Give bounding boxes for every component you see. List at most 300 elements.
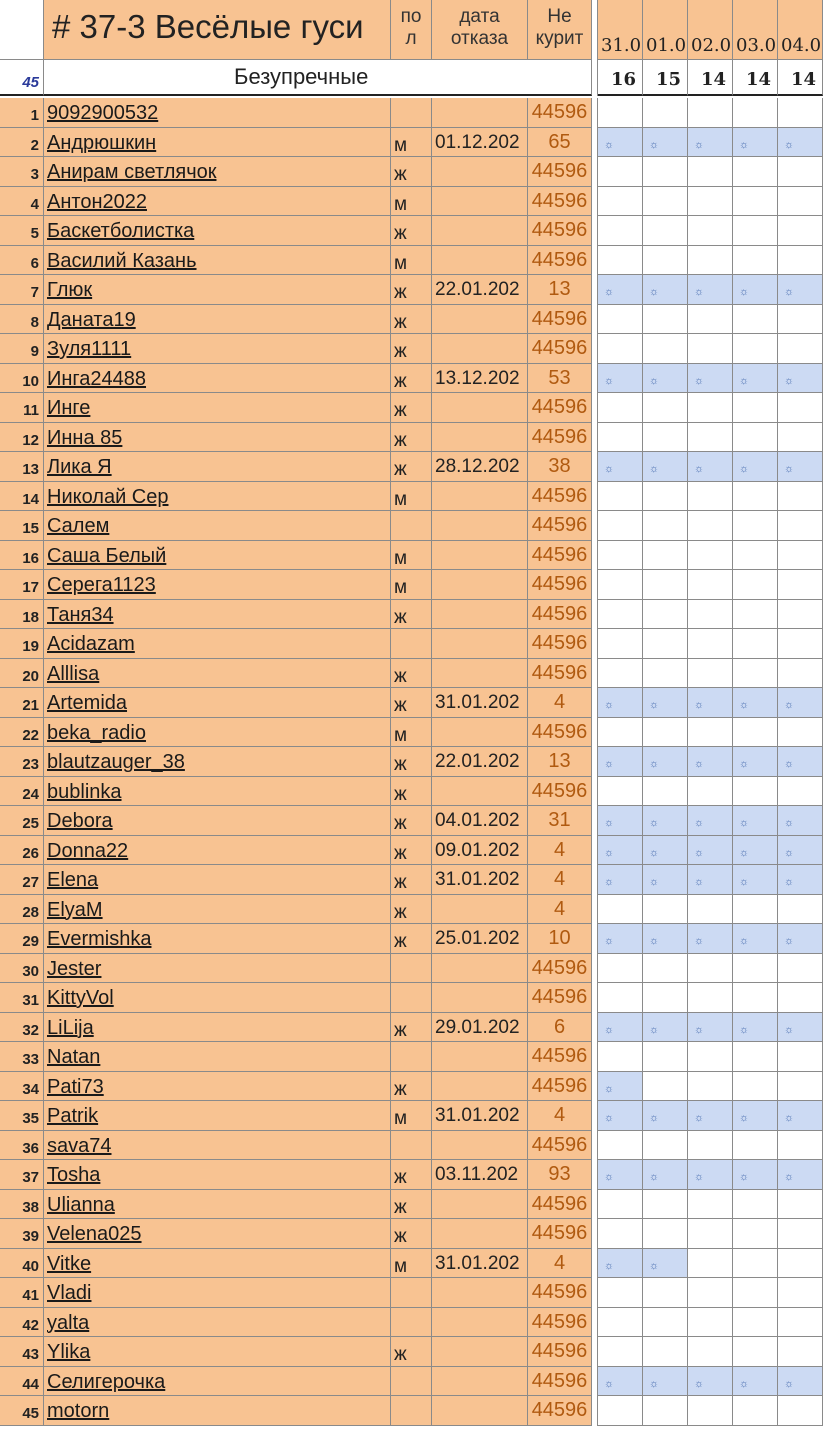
participant-name[interactable]: yalta bbox=[44, 1308, 391, 1338]
refusal-date-cell[interactable]: 13.12.202 bbox=[432, 364, 528, 394]
row-number[interactable]: 4 bbox=[0, 187, 44, 217]
day-cell-marked[interactable]: ☼ bbox=[688, 865, 733, 895]
table-row[interactable] bbox=[0, 688, 823, 718]
not-smoking-days-cell[interactable]: 44596 bbox=[528, 216, 592, 246]
day-count[interactable]: 16 bbox=[598, 60, 643, 96]
day-cell[interactable] bbox=[778, 1278, 823, 1308]
sex-cell[interactable]: ж bbox=[391, 1013, 432, 1043]
day-cell[interactable] bbox=[598, 1396, 643, 1426]
day-cell-marked[interactable]: ☼ bbox=[598, 275, 643, 305]
date-header[interactable]: 03.0 bbox=[733, 0, 778, 60]
participant-name[interactable]: Селигерочка bbox=[44, 1367, 391, 1397]
table-row[interactable] bbox=[0, 777, 823, 807]
day-cell-marked[interactable]: ☼ bbox=[733, 1013, 778, 1043]
participant-name[interactable]: Антон2022 bbox=[44, 187, 391, 217]
sex-cell[interactable] bbox=[391, 1396, 432, 1426]
not-smoking-days-cell[interactable]: 4 bbox=[528, 1249, 592, 1279]
day-cell-marked[interactable]: ☼ bbox=[778, 747, 823, 777]
day-cell[interactable] bbox=[688, 511, 733, 541]
day-cell[interactable] bbox=[733, 1219, 778, 1249]
day-cell-marked[interactable]: ☼ bbox=[598, 128, 643, 158]
day-cell-marked[interactable]: ☼ bbox=[733, 806, 778, 836]
day-cell-marked[interactable]: ☼ bbox=[778, 1013, 823, 1043]
refusal-date-cell[interactable]: 31.01.202 bbox=[432, 1249, 528, 1279]
day-cell-marked[interactable]: ☼ bbox=[643, 865, 688, 895]
participant-name[interactable]: Donna22 bbox=[44, 836, 391, 866]
day-cell[interactable] bbox=[733, 334, 778, 364]
not-smoking-days-cell[interactable]: 44596 bbox=[528, 570, 592, 600]
table-row[interactable] bbox=[0, 747, 823, 777]
participant-name[interactable]: Artemida bbox=[44, 688, 391, 718]
sex-cell[interactable]: м bbox=[391, 570, 432, 600]
day-cell-marked[interactable]: ☼ bbox=[598, 865, 643, 895]
refusal-date-cell[interactable] bbox=[432, 570, 528, 600]
day-cell[interactable] bbox=[598, 157, 643, 187]
row-number[interactable]: 40 bbox=[0, 1249, 44, 1279]
participant-name[interactable]: Баскетболистка bbox=[44, 216, 391, 246]
day-cell-marked[interactable]: ☼ bbox=[598, 1013, 643, 1043]
day-cell[interactable] bbox=[778, 246, 823, 276]
header-not-smoking[interactable] bbox=[528, 0, 592, 60]
sex-cell[interactable]: ж bbox=[391, 305, 432, 335]
sex-cell[interactable]: ж bbox=[391, 1337, 432, 1367]
day-cell-marked[interactable]: ☼ bbox=[598, 747, 643, 777]
row-number[interactable]: 8 bbox=[0, 305, 44, 335]
table-row[interactable] bbox=[0, 98, 823, 128]
day-cell-marked[interactable]: ☼ bbox=[733, 865, 778, 895]
day-cell-marked[interactable]: ☼ bbox=[778, 688, 823, 718]
participant-name[interactable]: Velena025 bbox=[44, 1219, 391, 1249]
not-smoking-days-cell[interactable]: 44596 bbox=[528, 629, 592, 659]
day-cell[interactable] bbox=[778, 216, 823, 246]
row-number[interactable]: 6 bbox=[0, 246, 44, 276]
day-cell[interactable] bbox=[778, 659, 823, 689]
sex-cell[interactable] bbox=[391, 1308, 432, 1338]
row-number[interactable]: 10 bbox=[0, 364, 44, 394]
sex-cell[interactable]: ж bbox=[391, 865, 432, 895]
sex-cell[interactable]: ж bbox=[391, 1219, 432, 1249]
row-number[interactable]: 35 bbox=[0, 1101, 44, 1131]
header-sex[interactable] bbox=[391, 0, 432, 60]
row-number[interactable]: 38 bbox=[0, 1190, 44, 1220]
refusal-date-cell[interactable] bbox=[432, 1337, 528, 1367]
day-cell[interactable] bbox=[778, 1308, 823, 1338]
not-smoking-days-cell[interactable]: 4 bbox=[528, 688, 592, 718]
day-cell[interactable] bbox=[598, 1219, 643, 1249]
day-cell[interactable] bbox=[643, 216, 688, 246]
day-cell[interactable] bbox=[598, 600, 643, 630]
row-number[interactable]: 39 bbox=[0, 1219, 44, 1249]
day-cell[interactable] bbox=[733, 98, 778, 128]
row-number[interactable]: 7 bbox=[0, 275, 44, 305]
total-count[interactable]: 45 bbox=[0, 60, 44, 96]
day-cell[interactable] bbox=[778, 334, 823, 364]
row-number[interactable]: 43 bbox=[0, 1337, 44, 1367]
day-cell[interactable] bbox=[778, 305, 823, 335]
table-row[interactable] bbox=[0, 216, 823, 246]
table-row[interactable] bbox=[0, 541, 823, 571]
sex-cell[interactable]: ж bbox=[391, 600, 432, 630]
day-cell[interactable] bbox=[778, 1131, 823, 1161]
day-cell-marked[interactable]: ☼ bbox=[733, 924, 778, 954]
not-smoking-days-cell[interactable]: 44596 bbox=[528, 246, 592, 276]
not-smoking-days-cell[interactable]: 44596 bbox=[528, 1308, 592, 1338]
refusal-date-cell[interactable]: 01.12.202 bbox=[432, 128, 528, 158]
day-cell-marked[interactable]: ☼ bbox=[688, 1101, 733, 1131]
day-cell[interactable] bbox=[688, 393, 733, 423]
not-smoking-days-cell[interactable]: 44596 bbox=[528, 1190, 592, 1220]
day-cell[interactable] bbox=[688, 246, 733, 276]
not-smoking-days-cell[interactable]: 44596 bbox=[528, 777, 592, 807]
sex-cell[interactable] bbox=[391, 1042, 432, 1072]
refusal-date-cell[interactable]: 22.01.202 bbox=[432, 275, 528, 305]
sex-cell[interactable] bbox=[391, 983, 432, 1013]
sex-cell[interactable]: ж bbox=[391, 747, 432, 777]
day-cell[interactable] bbox=[733, 423, 778, 453]
day-cell-marked[interactable]: ☼ bbox=[688, 1013, 733, 1043]
day-cell[interactable] bbox=[598, 98, 643, 128]
participant-name[interactable]: beka_radio bbox=[44, 718, 391, 748]
not-smoking-days-cell[interactable]: 4 bbox=[528, 1101, 592, 1131]
day-cell[interactable] bbox=[733, 393, 778, 423]
not-smoking-days-cell[interactable]: 65 bbox=[528, 128, 592, 158]
sex-cell[interactable]: м bbox=[391, 541, 432, 571]
not-smoking-days-cell[interactable]: 44596 bbox=[528, 541, 592, 571]
not-smoking-days-cell[interactable]: 44596 bbox=[528, 718, 592, 748]
participant-name[interactable]: LiLija bbox=[44, 1013, 391, 1043]
participant-name[interactable]: ElyaM bbox=[44, 895, 391, 925]
refusal-date-cell[interactable] bbox=[432, 1367, 528, 1397]
not-smoking-days-cell[interactable]: 44596 bbox=[528, 600, 592, 630]
refusal-date-cell[interactable] bbox=[432, 246, 528, 276]
day-cell[interactable] bbox=[688, 482, 733, 512]
table-row[interactable] bbox=[0, 1160, 823, 1190]
table-row[interactable] bbox=[0, 1219, 823, 1249]
row-number[interactable]: 31 bbox=[0, 983, 44, 1013]
refusal-date-cell[interactable] bbox=[432, 1131, 528, 1161]
row-number[interactable]: 19 bbox=[0, 629, 44, 659]
not-smoking-days-cell[interactable]: 44596 bbox=[528, 511, 592, 541]
table-row[interactable] bbox=[0, 1337, 823, 1367]
day-cell-marked[interactable]: ☼ bbox=[733, 452, 778, 482]
day-cell[interactable] bbox=[688, 1337, 733, 1367]
sex-cell[interactable]: ж bbox=[391, 364, 432, 394]
not-smoking-days-cell[interactable]: 44596 bbox=[528, 334, 592, 364]
sex-cell[interactable]: ж bbox=[391, 1072, 432, 1102]
day-count[interactable]: 15 bbox=[643, 60, 688, 96]
row-number[interactable]: 21 bbox=[0, 688, 44, 718]
day-cell[interactable] bbox=[778, 541, 823, 571]
day-cell-marked[interactable]: ☼ bbox=[643, 924, 688, 954]
refusal-date-cell[interactable]: 04.01.202 bbox=[432, 806, 528, 836]
refusal-date-cell[interactable] bbox=[432, 216, 528, 246]
day-cell[interactable] bbox=[688, 983, 733, 1013]
day-cell[interactable] bbox=[733, 1249, 778, 1279]
day-cell[interactable] bbox=[778, 895, 823, 925]
day-cell[interactable] bbox=[688, 629, 733, 659]
day-cell[interactable] bbox=[733, 541, 778, 571]
day-cell[interactable] bbox=[733, 659, 778, 689]
day-cell[interactable] bbox=[778, 1396, 823, 1426]
table-row[interactable] bbox=[0, 393, 823, 423]
refusal-date-cell[interactable] bbox=[432, 895, 528, 925]
day-cell[interactable] bbox=[733, 570, 778, 600]
day-cell[interactable] bbox=[733, 1337, 778, 1367]
table-row[interactable] bbox=[0, 157, 823, 187]
day-cell[interactable] bbox=[643, 541, 688, 571]
participant-name[interactable]: 9092900532 bbox=[44, 98, 391, 128]
day-cell-marked[interactable]: ☼ bbox=[733, 688, 778, 718]
refusal-date-cell[interactable] bbox=[432, 659, 528, 689]
day-cell[interactable] bbox=[598, 393, 643, 423]
row-number[interactable]: 2 bbox=[0, 128, 44, 158]
participant-name[interactable]: Patrik bbox=[44, 1101, 391, 1131]
sex-cell[interactable]: ж bbox=[391, 688, 432, 718]
day-cell-marked[interactable]: ☼ bbox=[598, 364, 643, 394]
not-smoking-days-cell[interactable]: 44596 bbox=[528, 954, 592, 984]
day-cell-marked[interactable]: ☼ bbox=[643, 1101, 688, 1131]
participant-name[interactable]: Natan bbox=[44, 1042, 391, 1072]
day-cell[interactable] bbox=[688, 423, 733, 453]
day-cell[interactable] bbox=[598, 659, 643, 689]
day-cell[interactable] bbox=[643, 1131, 688, 1161]
day-cell[interactable] bbox=[643, 570, 688, 600]
sex-cell[interactable]: ж bbox=[391, 806, 432, 836]
participant-name[interactable]: Ylika bbox=[44, 1337, 391, 1367]
table-row[interactable] bbox=[0, 1308, 823, 1338]
participant-name[interactable]: Инна 85 bbox=[44, 423, 391, 453]
table-row[interactable] bbox=[0, 806, 823, 836]
day-cell[interactable] bbox=[778, 1249, 823, 1279]
day-cell[interactable] bbox=[643, 187, 688, 217]
day-cell[interactable] bbox=[688, 1219, 733, 1249]
day-cell-marked[interactable]: ☼ bbox=[598, 1367, 643, 1397]
day-cell[interactable] bbox=[643, 1308, 688, 1338]
not-smoking-days-cell[interactable]: 44596 bbox=[528, 1042, 592, 1072]
table-row[interactable] bbox=[0, 1278, 823, 1308]
day-cell[interactable] bbox=[643, 1396, 688, 1426]
day-cell-marked[interactable]: ☼ bbox=[733, 275, 778, 305]
day-cell[interactable] bbox=[688, 570, 733, 600]
day-cell[interactable] bbox=[688, 1308, 733, 1338]
day-cell[interactable] bbox=[688, 98, 733, 128]
refusal-date-cell[interactable] bbox=[432, 983, 528, 1013]
table-row[interactable] bbox=[0, 954, 823, 984]
day-cell[interactable] bbox=[598, 895, 643, 925]
row-number[interactable]: 20 bbox=[0, 659, 44, 689]
day-cell[interactable] bbox=[688, 1249, 733, 1279]
refusal-date-cell[interactable] bbox=[432, 1396, 528, 1426]
day-cell-marked[interactable]: ☼ bbox=[733, 364, 778, 394]
day-cell[interactable] bbox=[778, 511, 823, 541]
day-cell[interactable] bbox=[733, 216, 778, 246]
day-cell[interactable] bbox=[643, 98, 688, 128]
not-smoking-days-cell[interactable]: 44596 bbox=[528, 1396, 592, 1426]
refusal-date-cell[interactable] bbox=[432, 1308, 528, 1338]
sex-cell[interactable] bbox=[391, 98, 432, 128]
day-cell[interactable] bbox=[598, 541, 643, 571]
row-number[interactable]: 3 bbox=[0, 157, 44, 187]
day-cell[interactable] bbox=[778, 600, 823, 630]
not-smoking-days-cell[interactable]: 44596 bbox=[528, 1072, 592, 1102]
day-cell[interactable] bbox=[598, 216, 643, 246]
day-cell[interactable] bbox=[688, 1072, 733, 1102]
day-cell-marked[interactable]: ☼ bbox=[643, 452, 688, 482]
not-smoking-days-cell[interactable]: 44596 bbox=[528, 1278, 592, 1308]
not-smoking-days-cell[interactable]: 44596 bbox=[528, 98, 592, 128]
day-cell-marked[interactable]: ☼ bbox=[733, 1367, 778, 1397]
day-cell[interactable] bbox=[778, 98, 823, 128]
day-cell[interactable] bbox=[598, 570, 643, 600]
day-cell[interactable] bbox=[598, 954, 643, 984]
sex-cell[interactable]: м bbox=[391, 718, 432, 748]
sex-cell[interactable]: ж bbox=[391, 659, 432, 689]
participant-name[interactable]: Саша Белый bbox=[44, 541, 391, 571]
day-cell[interactable] bbox=[733, 1278, 778, 1308]
day-cell-marked[interactable]: ☼ bbox=[688, 452, 733, 482]
sex-cell[interactable]: м bbox=[391, 1101, 432, 1131]
day-cell-marked[interactable]: ☼ bbox=[643, 806, 688, 836]
day-cell[interactable] bbox=[598, 1131, 643, 1161]
day-cell-marked[interactable]: ☼ bbox=[778, 836, 823, 866]
day-cell[interactable] bbox=[688, 1278, 733, 1308]
refusal-date-cell[interactable] bbox=[432, 1219, 528, 1249]
day-cell-marked[interactable]: ☼ bbox=[643, 1160, 688, 1190]
day-cell[interactable] bbox=[688, 895, 733, 925]
sex-cell[interactable]: ж bbox=[391, 777, 432, 807]
day-cell[interactable] bbox=[733, 305, 778, 335]
day-cell[interactable] bbox=[733, 1190, 778, 1220]
not-smoking-days-cell[interactable]: 53 bbox=[528, 364, 592, 394]
day-cell-marked[interactable]: ☼ bbox=[733, 836, 778, 866]
refusal-date-cell[interactable]: 31.01.202 bbox=[432, 865, 528, 895]
participant-name[interactable]: Серега1123 bbox=[44, 570, 391, 600]
sex-cell[interactable]: м bbox=[391, 187, 432, 217]
table-row[interactable] bbox=[0, 570, 823, 600]
table-row[interactable] bbox=[0, 659, 823, 689]
day-cell-marked[interactable]: ☼ bbox=[778, 275, 823, 305]
not-smoking-days-cell[interactable]: 44596 bbox=[528, 187, 592, 217]
day-cell[interactable] bbox=[688, 187, 733, 217]
day-cell[interactable] bbox=[778, 187, 823, 217]
sheet-title[interactable]: # 37-3 Весёлые гуси bbox=[44, 0, 391, 60]
refusal-date-cell[interactable]: 22.01.202 bbox=[432, 747, 528, 777]
refusal-date-cell[interactable] bbox=[432, 98, 528, 128]
row-number[interactable]: 5 bbox=[0, 216, 44, 246]
refusal-date-cell[interactable] bbox=[432, 629, 528, 659]
day-cell[interactable] bbox=[643, 600, 688, 630]
corner-cell[interactable] bbox=[0, 0, 44, 60]
table-row[interactable] bbox=[0, 629, 823, 659]
day-cell-marked[interactable]: ☼ bbox=[598, 836, 643, 866]
participant-name[interactable]: blautzauger_38 bbox=[44, 747, 391, 777]
day-cell-marked[interactable]: ☼ bbox=[688, 128, 733, 158]
row-number[interactable]: 11 bbox=[0, 393, 44, 423]
refusal-date-cell[interactable] bbox=[432, 1190, 528, 1220]
participant-name[interactable]: Андрюшкин bbox=[44, 128, 391, 158]
row-number[interactable]: 14 bbox=[0, 482, 44, 512]
refusal-date-cell[interactable] bbox=[432, 334, 528, 364]
participant-name[interactable]: Анирам светлячок bbox=[44, 157, 391, 187]
day-cell[interactable] bbox=[598, 718, 643, 748]
day-cell[interactable] bbox=[733, 983, 778, 1013]
table-row[interactable] bbox=[0, 452, 823, 482]
participant-name[interactable]: Acidazam bbox=[44, 629, 391, 659]
not-smoking-days-cell[interactable]: 38 bbox=[528, 452, 592, 482]
day-cell[interactable] bbox=[598, 1337, 643, 1367]
row-number[interactable]: 28 bbox=[0, 895, 44, 925]
not-smoking-days-cell[interactable]: 44596 bbox=[528, 482, 592, 512]
row-number[interactable]: 33 bbox=[0, 1042, 44, 1072]
day-cell-marked[interactable]: ☼ bbox=[778, 1160, 823, 1190]
row-number[interactable]: 13 bbox=[0, 452, 44, 482]
participant-name[interactable]: Таня34 bbox=[44, 600, 391, 630]
date-header[interactable]: 01.0 bbox=[643, 0, 688, 60]
day-cell[interactable] bbox=[643, 1278, 688, 1308]
not-smoking-days-cell[interactable]: 4 bbox=[528, 836, 592, 866]
participant-name[interactable]: Vitke bbox=[44, 1249, 391, 1279]
row-number[interactable]: 45 bbox=[0, 1396, 44, 1426]
day-cell[interactable] bbox=[688, 541, 733, 571]
day-cell[interactable] bbox=[643, 1042, 688, 1072]
refusal-date-cell[interactable] bbox=[432, 187, 528, 217]
table-row[interactable] bbox=[0, 482, 823, 512]
day-cell[interactable] bbox=[643, 157, 688, 187]
participant-name[interactable]: Даната19 bbox=[44, 305, 391, 335]
participant-name[interactable]: Николай Сер bbox=[44, 482, 391, 512]
row-number[interactable]: 12 bbox=[0, 423, 44, 453]
day-cell[interactable] bbox=[733, 511, 778, 541]
day-cell-marked[interactable]: ☼ bbox=[643, 836, 688, 866]
day-cell-marked[interactable]: ☼ bbox=[643, 1249, 688, 1279]
sex-cell[interactable]: ж bbox=[391, 924, 432, 954]
table-row[interactable] bbox=[0, 305, 823, 335]
day-cell-marked[interactable]: ☼ bbox=[733, 128, 778, 158]
row-number[interactable]: 44 bbox=[0, 1367, 44, 1397]
day-cell[interactable] bbox=[688, 157, 733, 187]
refusal-date-cell[interactable] bbox=[432, 393, 528, 423]
day-cell[interactable] bbox=[598, 482, 643, 512]
refusal-date-cell[interactable] bbox=[432, 305, 528, 335]
day-cell-marked[interactable]: ☼ bbox=[778, 806, 823, 836]
day-cell[interactable] bbox=[598, 1190, 643, 1220]
participant-name[interactable]: Elena bbox=[44, 865, 391, 895]
row-number[interactable]: 37 bbox=[0, 1160, 44, 1190]
refusal-date-cell[interactable] bbox=[432, 423, 528, 453]
day-cell-marked[interactable]: ☼ bbox=[778, 1101, 823, 1131]
table-row[interactable] bbox=[0, 924, 823, 954]
table-row[interactable] bbox=[0, 983, 823, 1013]
sex-cell[interactable]: м bbox=[391, 1249, 432, 1279]
day-cell[interactable] bbox=[643, 983, 688, 1013]
participant-name[interactable]: Debora bbox=[44, 806, 391, 836]
table-row[interactable] bbox=[0, 187, 823, 217]
refusal-date-cell[interactable]: 25.01.202 bbox=[432, 924, 528, 954]
day-count[interactable]: 14 bbox=[778, 60, 823, 96]
not-smoking-days-cell[interactable]: 44596 bbox=[528, 1337, 592, 1367]
sex-cell[interactable] bbox=[391, 629, 432, 659]
day-cell[interactable] bbox=[643, 659, 688, 689]
sex-cell[interactable]: ж bbox=[391, 452, 432, 482]
participant-name[interactable]: Глюк bbox=[44, 275, 391, 305]
sex-cell[interactable] bbox=[391, 1278, 432, 1308]
day-cell[interactable] bbox=[688, 1396, 733, 1426]
day-cell-marked[interactable]: ☼ bbox=[688, 275, 733, 305]
day-cell[interactable] bbox=[643, 777, 688, 807]
table-row[interactable] bbox=[0, 334, 823, 364]
day-cell[interactable] bbox=[598, 334, 643, 364]
day-cell[interactable] bbox=[643, 334, 688, 364]
